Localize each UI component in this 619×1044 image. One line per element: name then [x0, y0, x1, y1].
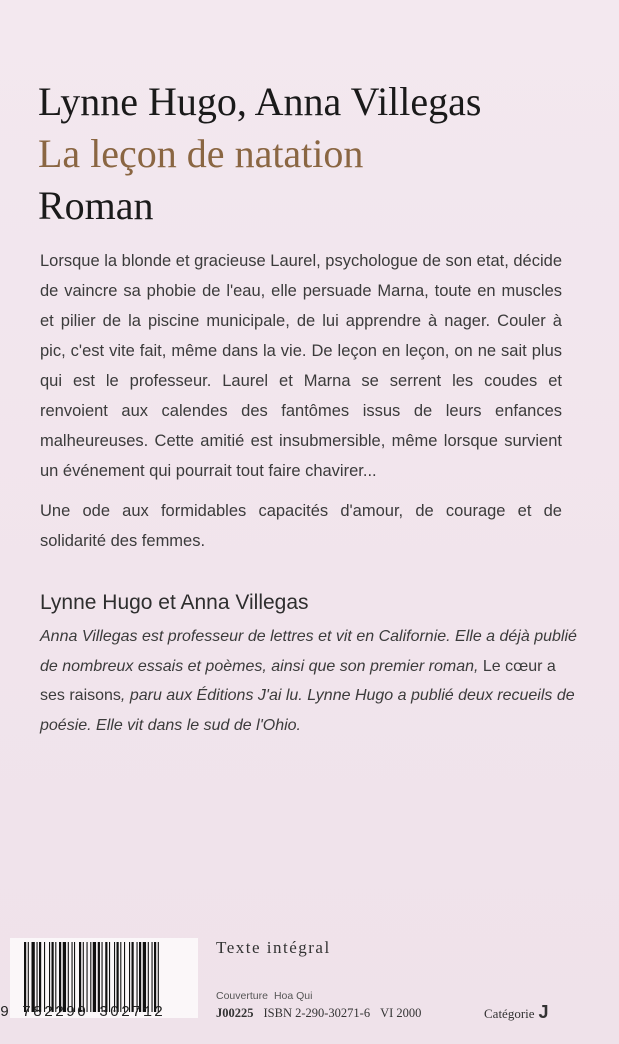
barcode-bar	[49, 942, 50, 1012]
barcode-number: 9 782290 302712	[0, 1004, 166, 1021]
bio-heading: Lynne Hugo et Anna Villegas	[40, 591, 309, 614]
barcode-bar	[83, 942, 84, 1012]
barcode-bar	[32, 942, 35, 1012]
blurb	[40, 246, 562, 556]
barcode-bar	[39, 942, 41, 1012]
cover-credit-name: Hoa Qui	[273, 990, 313, 1002]
barcode-bar	[109, 942, 110, 1012]
barcode-bar	[52, 942, 54, 1012]
publication-codes	[216, 1006, 421, 1021]
barcode-bar	[139, 942, 141, 1012]
barcode-bar	[72, 942, 73, 1012]
barcode-bar	[37, 942, 38, 1012]
barcode-bar	[105, 942, 107, 1012]
barcode-bar	[152, 942, 153, 1012]
barcode-bar	[68, 942, 69, 1012]
barcode-bar	[124, 942, 125, 1012]
category	[484, 1002, 549, 1023]
barcode-bars	[24, 942, 196, 1012]
blurb-paragraph-2: Une ode aux formidables capacités d'amour, de courage et de solidarité des femmes.	[40, 502, 562, 550]
barcode-bar	[87, 942, 88, 1012]
barcode-bar	[74, 942, 75, 1012]
barcode-bar	[24, 942, 26, 1012]
barcode-bar	[154, 942, 156, 1012]
category-label: Catégorie	[484, 1006, 535, 1021]
blurb-paragraph-1: Lorsque la blonde et gracieuse Laurel, psychologue de son etat, décide de vaincre sa phobie de l'eau, elle persuade Marna, toute en muscles et pilier de la piscine municipale, de lui apprendre à nager. Couler à pic, c'est vite fait, même dans la vie. De leçon en leçon, on ne sait plus qui est le professeur. Laurel et Marna se serrent les coudes et renvoient aux calendes des fantômes issus de leurs enfances malheureuses. Cette amitié est insubmersible, même lorsque survient un événement qui pourrait tout faire chavirer...	[40, 252, 562, 480]
barcode-bar	[143, 942, 146, 1012]
integral-text-label: Texte intégral	[216, 938, 331, 957]
barcode-bar	[120, 942, 121, 1012]
bio-text-2: , paru aux Éditions J'ai lu. Lynne Hugo a publié deux recueils de poésie. Elle vit dans le sud de l'Ohio.	[40, 687, 575, 734]
barcode-bar	[148, 942, 149, 1012]
barcode-bar	[55, 942, 56, 1012]
author-bio	[40, 622, 580, 740]
barcode-bar	[93, 942, 96, 1012]
bio-novel-title: Le cœur a ses raisons	[40, 657, 556, 704]
barcode-bar	[44, 942, 45, 1012]
book-title: La leçon de natation	[38, 131, 364, 176]
barcode-bar	[114, 942, 115, 1012]
bio-text-1: Anna Villegas est professeur de lettres et vit en Californie. Elle a déjà publié de nombreux essais et poèmes, ainsi que son premier roman,	[40, 628, 577, 675]
barcode-bar	[158, 942, 159, 1012]
catalog-code: J00225	[216, 1006, 254, 1020]
edition: VI 2000	[380, 1006, 422, 1020]
barcode-bar	[137, 942, 138, 1012]
isbn: ISBN 2-290-30271-6	[263, 1006, 371, 1020]
genre-label: Roman	[38, 183, 154, 228]
barcode-bar	[59, 942, 61, 1012]
cover-credit-label: Couverture	[216, 990, 268, 1002]
barcode-bar	[132, 942, 134, 1012]
barcode-bar	[117, 942, 119, 1012]
authors-heading: Lynne Hugo, Anna Villegas	[38, 79, 482, 124]
barcode-bar	[129, 942, 130, 1012]
barcode-bar	[63, 942, 66, 1012]
barcode-bar	[79, 942, 81, 1012]
cover-credit	[216, 990, 312, 1002]
barcode-bar	[98, 942, 100, 1012]
category-letter: J	[538, 1002, 549, 1022]
barcode-bar	[90, 942, 91, 1012]
barcode-bar	[102, 942, 103, 1012]
barcode-bar	[28, 942, 29, 1012]
